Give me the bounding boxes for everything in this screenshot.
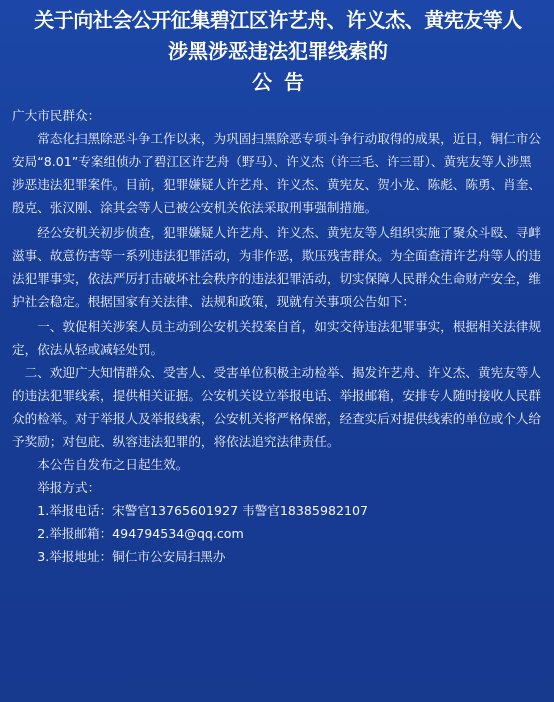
report-methods [12,476,544,568]
paragraph-item-two: 二、欢迎广大知情群众、受害人、受害单位积极主动检举、揭发许艺舟、许义杰、黄宪友等人的违法犯罪线索，提供相关证据。公安机关设立举报电话、举报邮箱，安排专人随时接收人民群众的检举。对于举报人及举报线索，公安机关将严格保密，经查实后对提供线索的单位或个人给予奖励；对包庇、纵容违法犯罪的，将依法追究法律责任。 [12,365,541,449]
title-line-2: 涉黑涉恶违法犯罪线索的 [168,39,388,63]
paragraph-item-one: 一、敦促相关涉案人员主动到公安机关投案自首，如实交待违法犯罪事实，根据相关法律规定，依法从轻或减轻处罚。 [12,319,541,357]
report-address: 3.举报地址：铜仁市公安局扫黑办 [37,549,226,564]
notice-title [12,4,544,98]
paragraph-background: 常态化扫黑除恶斗争工作以来，为巩固扫黑除恶专项斗争行动取得的成果，近日，铜仁市公安局“8.01”专案组侦办了碧江区许艺舟（野马）、许义杰（许三毛、许三哥）、黄宪友等人涉黑涉恶违法犯罪案件。目前，犯罪嫌疑人许艺舟、许义杰、黄宪友、贺小龙、陈彪、陈勇、肖奎、殷克、张汉刚、涂其会等人已被公安机关依法采取刑事强制措施。 [12,131,541,215]
title-line-3: 公告 [252,70,316,94]
title-line-1: 关于向社会公开征集碧江区许艺舟、许义杰、黄宪友等人 [34,8,522,32]
greeting: 广大市民群众： [12,108,101,123]
report-email: 2.举报邮箱：494794534@qq.com [37,526,244,541]
report-heading: 举报方式： [37,480,101,495]
paragraph-effective: 本公告自发布之日起生效。 [37,457,189,472]
paragraph-investigation: 经公安机关初步侦查，犯罪嫌疑人许艺舟、许义杰、黄宪友等人组织实施了聚众斗殴、寻衅滋事、故意伤害等一系列违法犯罪活动，为非作恶，欺压残害群众。为全面查清许艺舟等人的违法犯罪事实，依法严厉打击破坏社会秩序的违法犯罪活动，切实保障人民群众生命财产安全，维护社会稳定。根据国家有关法律、法规和政策，现就有关事项公告如下： [12,225,541,309]
notice-body [12,104,544,568]
report-phone: 1.举报电话：宋警官13765601927 韦警官18385982107 [37,503,369,518]
